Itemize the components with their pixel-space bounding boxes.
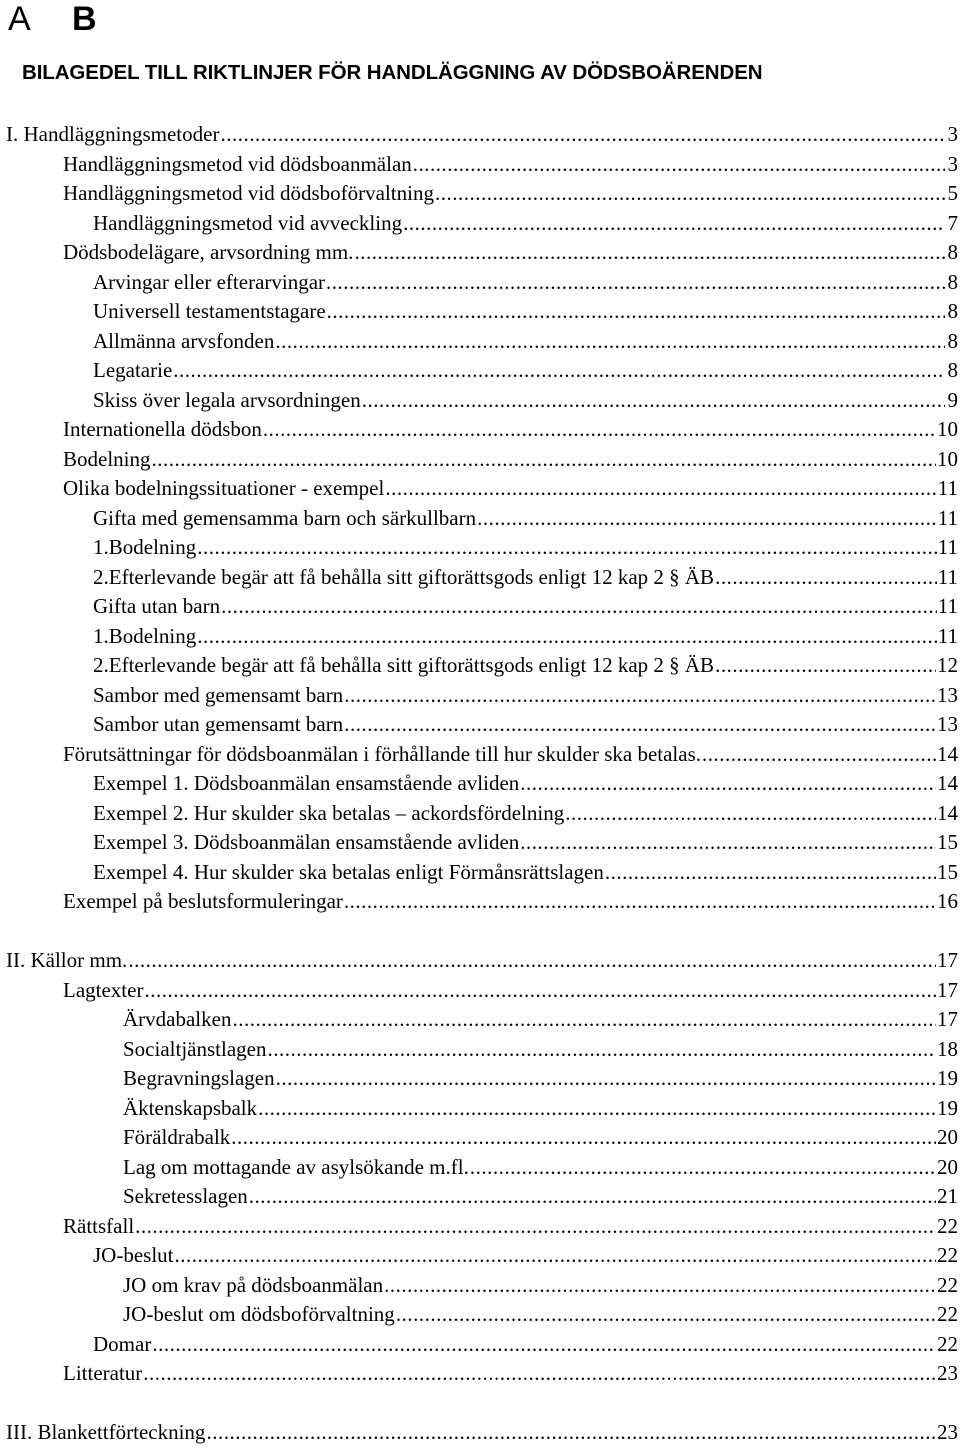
toc-dot-leader: [435, 179, 945, 209]
toc-entry-page-number: 17: [937, 1007, 958, 1031]
toc-entry-title: Universell testamentstagare: [93, 299, 326, 323]
toc-entry-title: Internationella dödsbon: [63, 417, 262, 441]
toc-entry-title: Exempel på beslutsformuleringar: [63, 889, 343, 913]
toc-entry[interactable]: [0, 415, 960, 445]
toc-entry-page-number: 8: [947, 299, 958, 323]
toc-dot-leader: [173, 356, 945, 386]
toc-entry-title: Bodelning: [63, 446, 151, 471]
toc-entry-page-number: 22: [937, 1243, 958, 1267]
toc-entry-title: Exempel 4. Hur skulder ska betalas enligt Förmånsrättslagen: [93, 859, 604, 884]
toc-dot-leader: [221, 592, 937, 622]
toc-entry-page-number: 17: [937, 948, 958, 972]
toc-dot-leader: [362, 386, 945, 416]
toc-entry-page-number: 23: [937, 1420, 958, 1444]
toc-entry-page-number: 8: [947, 269, 958, 294]
toc-section: [0, 120, 960, 917]
toc-entry-title: Exempel 3. Dödsboanmälan ensamstående avliden: [93, 830, 520, 854]
toc-entry[interactable]: [0, 1182, 960, 1212]
toc-entry[interactable]: [0, 297, 960, 327]
toc-entry[interactable]: [0, 209, 960, 239]
toc-entry[interactable]: [0, 769, 960, 799]
toc-dot-leader: [275, 327, 945, 357]
toc-entry-page-number: 3: [947, 151, 958, 176]
toc-dot-leader: [384, 1271, 936, 1301]
toc-entry-title: 2.Efterlevande begär att få behålla sitt giftorättsgods enligt 12 kap 2 § ÄB: [93, 564, 715, 589]
toc-entry[interactable]: [0, 1418, 960, 1448]
toc-entry-page-number: 3: [947, 122, 958, 146]
toc-entry[interactable]: [0, 1241, 960, 1271]
toc-entry[interactable]: [0, 1359, 960, 1389]
toc-entry-title: JO-beslut om dödsboförvaltning: [123, 1302, 395, 1326]
toc-entry-page-number: 19: [937, 1066, 958, 1090]
toc-entry-page-number: 22: [937, 1272, 958, 1297]
toc-entry-title: 1.Bodelning: [93, 623, 197, 648]
toc-entry-title: I. Handläggningsmetoder: [6, 122, 220, 146]
toc-dot-leader: [520, 769, 936, 799]
toc-entry[interactable]: [0, 356, 960, 386]
toc-entry[interactable]: [0, 1123, 960, 1153]
toc-entry-page-number: 8: [947, 358, 958, 382]
toc-entry-page-number: 16: [937, 889, 958, 913]
toc-entry-page-number: 14: [937, 800, 958, 825]
toc-entry[interactable]: [0, 1330, 960, 1360]
toc-entry[interactable]: [0, 504, 960, 534]
toc-entry-page-number: 22: [937, 1302, 958, 1326]
toc-entry[interactable]: [0, 651, 960, 681]
toc-entry[interactable]: [0, 710, 960, 740]
toc-entry[interactable]: [0, 1153, 960, 1183]
toc-entry-title: Sambor utan gemensamt barn: [93, 712, 344, 736]
toc-entry[interactable]: [0, 268, 960, 298]
toc-entry-title: Domar: [93, 1331, 152, 1356]
table-of-contents: [0, 120, 960, 1448]
toc-entry[interactable]: [0, 1300, 960, 1330]
toc-dot-leader: [605, 858, 936, 888]
toc-entry-page-number: 23: [937, 1361, 958, 1385]
toc-entry[interactable]: [0, 474, 960, 504]
toc-entry[interactable]: [0, 386, 960, 416]
toc-dot-leader: [175, 1241, 937, 1271]
toc-dot-leader: [470, 1153, 936, 1183]
toc-entry-title: Socialtjänstlagen: [123, 1036, 267, 1061]
toc-dot-leader: [128, 946, 936, 976]
toc-entry-title: Sekretesslagen: [123, 1184, 248, 1208]
toc-entry-page-number: 8: [947, 328, 958, 353]
toc-entry[interactable]: [0, 150, 960, 180]
toc-entry[interactable]: [0, 445, 960, 475]
toc-entry-title: Förutsättningar för dödsboanmälan i förhållande till hur skulder ska betalas.: [63, 741, 702, 766]
toc-entry[interactable]: [0, 120, 960, 150]
toc-dot-leader: [249, 1182, 936, 1212]
toc-entry-title: Handläggningsmetod vid dödsboanmälan: [63, 151, 412, 176]
toc-entry-title: Lagtexter: [63, 977, 144, 1002]
toc-entry-title: Gifta med gemensamma barn och särkullbarn: [93, 505, 477, 530]
toc-entry-page-number: 13: [937, 712, 958, 736]
toc-entry-title: JO om krav på dödsboanmälan: [123, 1272, 384, 1297]
toc-entry[interactable]: [0, 799, 960, 829]
toc-dot-leader: [197, 533, 937, 563]
toc-dot-leader: [152, 445, 937, 475]
toc-dot-leader: [232, 1005, 936, 1035]
toc-entry-title: 2.Efterlevande begär att få behålla sitt giftorättsgods enligt 12 kap 2 § ÄB: [93, 653, 715, 677]
toc-entry-page-number: 21: [937, 1184, 958, 1208]
toc-dot-leader: [206, 1418, 936, 1448]
toc-entry-title: Olika bodelningssituationer - exempel: [63, 476, 385, 500]
toc-dot-leader: [135, 1212, 936, 1242]
toc-entry-page-number: 17: [937, 977, 958, 1002]
toc-entry[interactable]: [0, 740, 960, 770]
toc-dot-leader: [344, 681, 936, 711]
toc-dot-leader: [403, 209, 945, 239]
toc-entry-title: Lag om mottagande av asylsökande m.fl.: [123, 1154, 469, 1179]
toc-entry-page-number: 11: [937, 594, 958, 618]
toc-entry-title: Allmänna arvsfonden: [93, 328, 275, 353]
toc-dot-leader: [231, 1123, 936, 1153]
toc-entry-title: Föräldrabalk: [123, 1125, 231, 1149]
toc-dot-leader: [326, 268, 945, 298]
toc-entry[interactable]: [0, 1271, 960, 1301]
toc-entry-title: Exempel 1. Dödsboanmälan ensamstående avliden: [93, 771, 520, 795]
toc-entry-page-number: 9: [947, 387, 958, 412]
toc-dot-leader: [143, 1359, 936, 1389]
toc-entry[interactable]: [0, 976, 960, 1006]
toc-dot-leader: [565, 799, 936, 829]
toc-dot-leader: [413, 150, 945, 180]
toc-entry-title: Handläggningsmetod vid avveckling: [93, 210, 403, 235]
toc-entry-page-number: 8: [947, 240, 958, 264]
toc-entry-title: II. Källor mm.: [6, 948, 128, 972]
toc-entry-page-number: 13: [937, 682, 958, 707]
toc-entry[interactable]: [0, 1094, 960, 1124]
toc-entry-page-number: 20: [937, 1125, 958, 1149]
toc-entry-page-number: 22: [937, 1213, 958, 1238]
logo: [6, 0, 126, 40]
toc-entry[interactable]: [0, 1035, 960, 1065]
toc-entry-page-number: 11: [937, 623, 958, 648]
logo-letter-b: B: [72, 0, 97, 38]
toc-entry-page-number: 22: [937, 1331, 958, 1356]
document-title: BILAGEDEL TILL RIKTLINJER FÖR HANDLÄGGNING AV DÖDSBOÄRENDEN: [22, 61, 763, 84]
toc-entry-page-number: 10: [937, 446, 958, 471]
toc-dot-leader: [327, 297, 945, 327]
toc-entry[interactable]: [0, 858, 960, 888]
toc-entry-title: III. Blankettförteckning: [6, 1420, 206, 1444]
toc-dot-leader: [715, 563, 937, 593]
toc-entry[interactable]: [0, 1212, 960, 1242]
logo-letter-a: A: [8, 0, 31, 38]
toc-entry-title: Arvingar eller efterarvingar: [93, 269, 326, 294]
toc-entry-title: 1.Bodelning: [93, 535, 197, 559]
toc-dot-leader: [220, 120, 945, 150]
toc-dot-leader: [354, 238, 945, 268]
toc-entry-page-number: 20: [937, 1154, 958, 1179]
toc-dot-leader: [263, 415, 936, 445]
toc-entry[interactable]: [0, 887, 960, 917]
toc-entry-page-number: 7: [947, 210, 958, 235]
toc-dot-leader: [144, 976, 936, 1006]
toc-entry-page-number: 15: [937, 859, 958, 884]
toc-entry[interactable]: [0, 563, 960, 593]
toc-entry[interactable]: [0, 592, 960, 622]
toc-entry-page-number: 15: [937, 830, 958, 854]
toc-entry-title: Legatarie: [93, 358, 173, 382]
toc-entry[interactable]: [0, 681, 960, 711]
toc-entry-title: Begravningslagen: [123, 1066, 275, 1090]
toc-entry-page-number: 14: [937, 741, 958, 766]
toc-entry-page-number: 11: [937, 564, 958, 589]
toc-entry-title: Sambor med gemensamt barn: [93, 682, 344, 707]
toc-entry-title: Litteratur: [63, 1361, 143, 1385]
toc-entry-title: Handläggningsmetod vid dödsboförvaltning: [63, 181, 434, 205]
toc-dot-leader: [715, 651, 936, 681]
toc-entry-title: Skiss över legala arvsordningen: [93, 387, 361, 412]
toc-entry[interactable]: [0, 1005, 960, 1035]
toc-entry-page-number: 19: [937, 1095, 958, 1120]
toc-entry-title: Äktenskapsbalk: [123, 1095, 258, 1120]
toc-entry-title: Ärvdabalken: [123, 1007, 232, 1031]
toc-entry-page-number: 12: [937, 653, 958, 677]
toc-entry-title: JO-beslut: [93, 1243, 174, 1267]
toc-dot-leader: [344, 710, 936, 740]
toc-entry[interactable]: [0, 946, 960, 976]
toc-dot-leader: [385, 474, 936, 504]
toc-entry-page-number: 18: [937, 1036, 958, 1061]
toc-entry[interactable]: [0, 622, 960, 652]
toc-entry-page-number: 11: [937, 505, 958, 530]
toc-dot-leader: [152, 1330, 936, 1360]
toc-entry[interactable]: [0, 238, 960, 268]
toc-entry[interactable]: [0, 533, 960, 563]
toc-dot-leader: [276, 1064, 936, 1094]
toc-dot-leader: [267, 1035, 936, 1065]
toc-dot-leader: [344, 887, 936, 917]
toc-entry-title: Gifta utan barn: [93, 594, 221, 618]
toc-dot-leader: [197, 622, 937, 652]
toc-entry-page-number: 11: [937, 476, 958, 500]
toc-entry-page-number: 14: [937, 771, 958, 795]
toc-dot-leader: [477, 504, 937, 534]
toc-entry-page-number: 10: [937, 417, 958, 441]
toc-entry-page-number: 5: [947, 181, 958, 205]
toc-section: [0, 1418, 960, 1448]
toc-dot-leader: [258, 1094, 936, 1124]
toc-dot-leader: [396, 1300, 936, 1330]
toc-entry-title: Rättsfall: [63, 1213, 135, 1238]
toc-entry[interactable]: [0, 828, 960, 858]
toc-dot-leader: [702, 740, 936, 770]
toc-entry-title: Exempel 2. Hur skulder ska betalas – ackordsfördelning: [93, 800, 565, 825]
toc-dot-leader: [520, 828, 936, 858]
toc-entry-title: Dödsbodelägare, arvsordning mm.: [63, 240, 354, 264]
toc-entry[interactable]: [0, 179, 960, 209]
toc-entry-page-number: 11: [937, 535, 958, 559]
toc-entry[interactable]: [0, 327, 960, 357]
toc-entry[interactable]: [0, 1064, 960, 1094]
toc-section: [0, 946, 960, 1389]
